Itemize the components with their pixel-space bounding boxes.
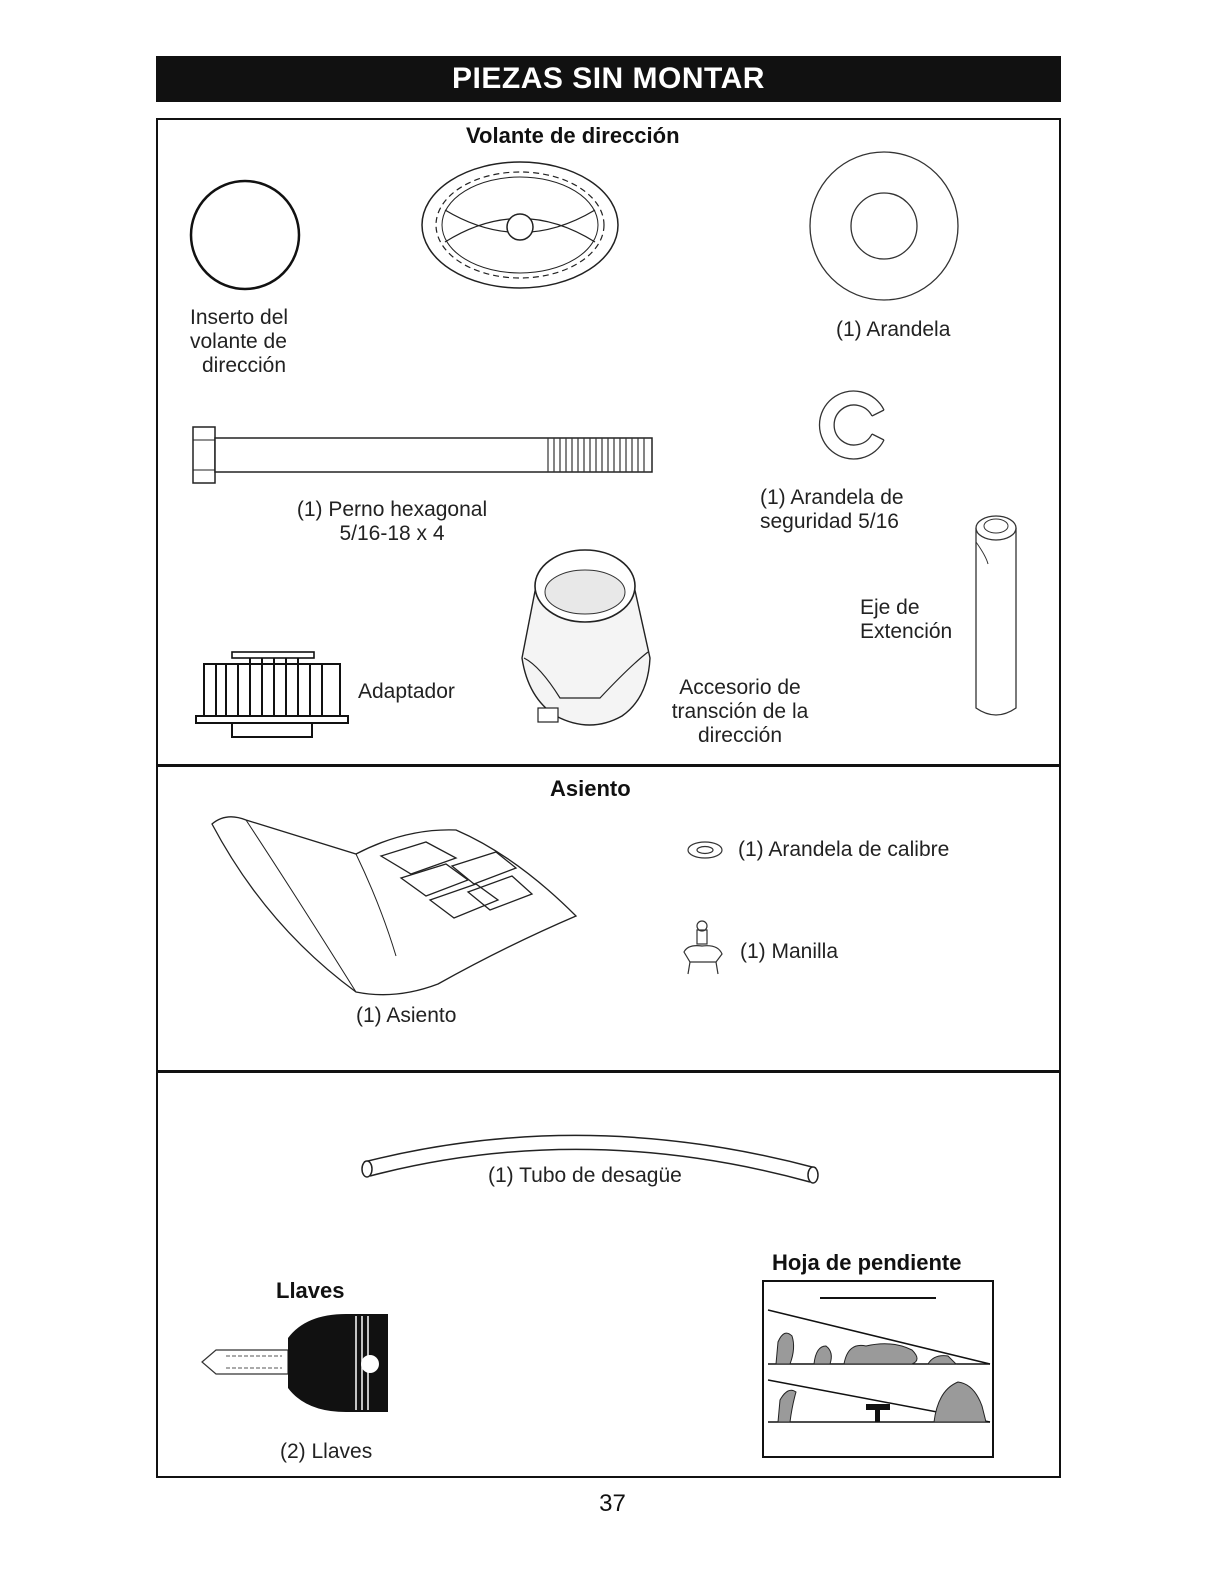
seat-label: (1) Asiento (356, 1004, 457, 1027)
steering-insert-icon (188, 178, 303, 293)
adapter-icon (196, 638, 350, 742)
washer-icon (808, 150, 960, 302)
seat-heading: Asiento (550, 776, 631, 801)
lock-washer-icon (812, 382, 898, 468)
page-banner: PIEZAS SIN MONTAR (156, 56, 1061, 102)
keys-label: (2) Llaves (280, 1440, 373, 1463)
gauge-washer-label: (1) Arandela de calibre (738, 838, 950, 861)
keys-heading: Llaves (276, 1278, 345, 1303)
steering-heading: Volante de dirección (466, 123, 680, 148)
bolt-label: (1) Perno hexagonal 5/16-18 x 4 (296, 498, 488, 545)
insert-label: Inserto del volante de dirección (190, 306, 289, 377)
transition-label: Accesorio de transción de la dirección (671, 676, 809, 747)
section-divider (156, 1070, 1061, 1073)
hex-bolt-icon (192, 426, 654, 484)
washer-label: (1) Arandela (836, 318, 951, 341)
extension-label: Eje de Extención (860, 596, 953, 643)
knob-icon (680, 918, 726, 976)
extension-shaft-icon (968, 508, 1024, 724)
seat-icon (206, 806, 586, 998)
key-icon (196, 1310, 392, 1416)
steering-wheel-icon (420, 160, 620, 290)
section-divider (156, 764, 1061, 767)
slope-heading: Hoja de pendiente (772, 1250, 962, 1275)
page-number: 37 (599, 1490, 626, 1517)
adapter-label: Adaptador (358, 680, 455, 703)
drain-label: (1) Tubo de desagüe (488, 1164, 682, 1187)
slope-sheet-icon (762, 1280, 994, 1458)
gauge-washer-icon (686, 840, 724, 860)
knob-label: (1) Manilla (740, 940, 839, 963)
lock-washer-label: (1) Arandela de seguridad 5/16 (760, 486, 904, 533)
transition-fitting-icon (510, 548, 660, 734)
